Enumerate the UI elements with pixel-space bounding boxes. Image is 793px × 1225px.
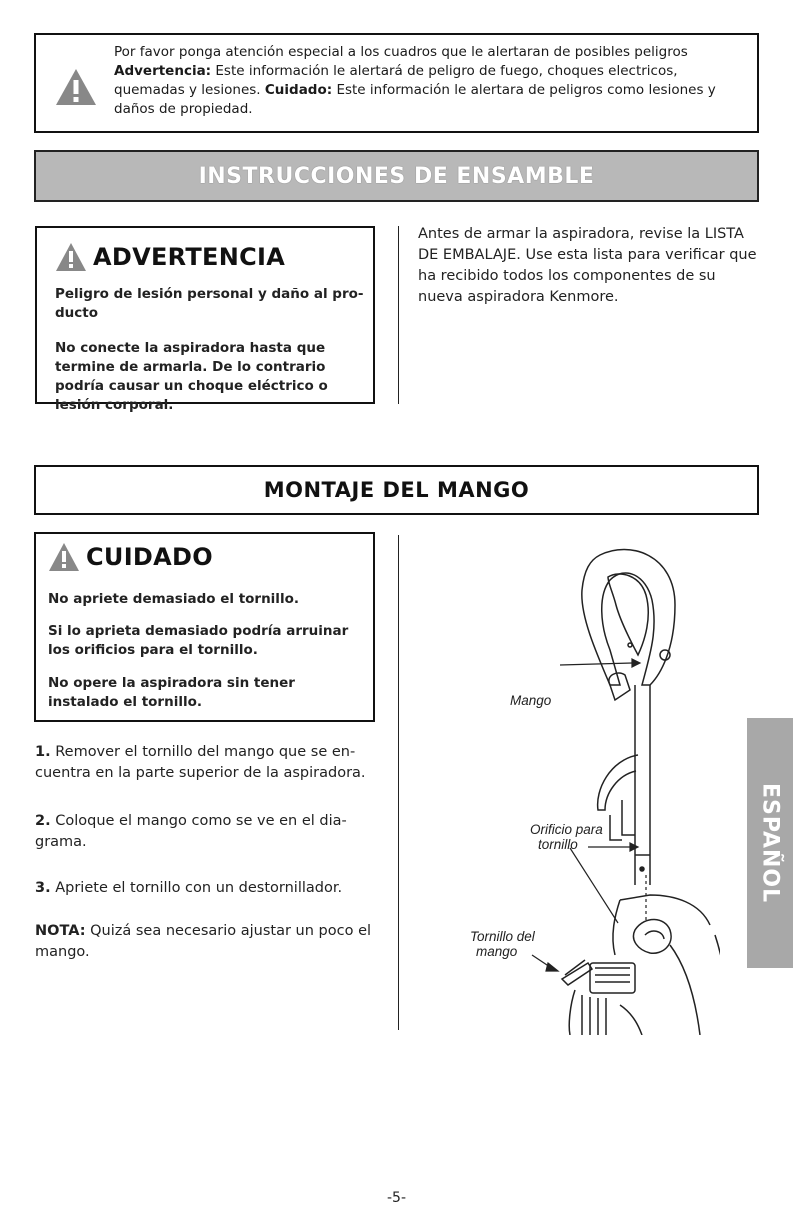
montaje-header: [34, 465, 759, 515]
column-divider-lower: [398, 535, 399, 1030]
advertencia-heading: [55, 242, 285, 272]
label-tornillo-line2: mango: [476, 944, 518, 959]
notice-advertencia-label: Advertencia:: [114, 63, 212, 79]
page-number: -5-: [386, 1190, 406, 1206]
notice-advertencia-text: Este información le alertará de peligro de fuego, choques electricos, quemadas y lesiones.: [114, 63, 678, 98]
advertencia-para2: No conecte la aspiradora hasta que termine de armarla. De lo contrario podría causar un choque eléctrico o lesión corporal.: [55, 340, 328, 413]
notice-cuidado-text: Este información le alertara de peligros como lesiones y daños de propiedad.: [114, 82, 716, 117]
notice-cuidado-label: Cuidado:: [264, 82, 333, 98]
side-tab-text: ESPAÑOL: [757, 782, 783, 904]
advertencia-box: [35, 226, 375, 413]
step-1-text: Remover el tornillo del mango que se en-cuentra en la parte superior de la aspiradora.: [35, 744, 366, 781]
vacuum-handle-illustration: [470, 535, 720, 1035]
montaje-title: MONTAJE DEL MANGO: [263, 478, 530, 502]
label-orificio-line1: Orificio para: [530, 822, 603, 837]
cuidado-heading-text: CUIDADO: [86, 543, 213, 571]
advertencia-para1: Peligro de lesión personal y daño al pro-ducto: [55, 286, 364, 321]
warning-triangle-icon: [55, 242, 87, 272]
handle-assembly-diagram: [470, 535, 720, 1035]
nota-label: NOTA:: [35, 923, 86, 939]
advertencia-heading-text: ADVERTENCIA: [93, 243, 286, 271]
step-1-number: 1.: [35, 744, 51, 760]
warning-triangle-icon: [54, 67, 98, 107]
intro-text: Antes de armar la aspiradora, revise la LISTA DE EMBALAJE. Use esta lista para verificar que ha recibido todos los componentes de su nueva aspiradora Kenmore.: [418, 226, 757, 305]
cuidado-para3: No opere la aspiradora sin tener instalado el tornillo.: [48, 675, 295, 710]
step-3-text: Apriete el tornillo con un destornillador.: [50, 880, 343, 896]
warning-triangle-icon: [48, 542, 80, 572]
notice-text: [114, 43, 744, 119]
step-3: [35, 878, 395, 899]
step-2-text: Coloque el mango como se ve en el dia-grama.: [35, 813, 347, 850]
cuidado-box: [34, 532, 375, 722]
cuidado-para1: No apriete demasiado el tornillo.: [48, 591, 299, 607]
cuidado-para2: Si lo aprieta demasiado podría arruinar los orificios para el tornillo.: [48, 623, 349, 658]
nota-text: Quizá sea necesario ajustar un poco el mango.: [35, 923, 372, 960]
banner-title: INSTRUCCIONES DE ENSAMBLE: [198, 163, 595, 189]
step-1: [35, 742, 395, 784]
notice-line1: Por favor ponga atención especial a los cuadros que le alertaran de posibles peligros: [114, 44, 688, 60]
step-3-number: 3.: [35, 880, 51, 896]
label-mango: Mango: [510, 693, 552, 708]
label-tornillo-line1: Tornillo del: [470, 929, 535, 944]
column-divider: [398, 226, 399, 404]
language-side-tab: [747, 718, 793, 968]
nota: [35, 921, 395, 963]
assembly-instructions-banner: [34, 150, 759, 202]
cuidado-heading: [48, 542, 213, 572]
step-2-number: 2.: [35, 813, 51, 829]
step-2: [35, 811, 395, 853]
label-orificio-line2: tornillo: [538, 837, 578, 852]
safety-notice-box: [34, 33, 759, 133]
